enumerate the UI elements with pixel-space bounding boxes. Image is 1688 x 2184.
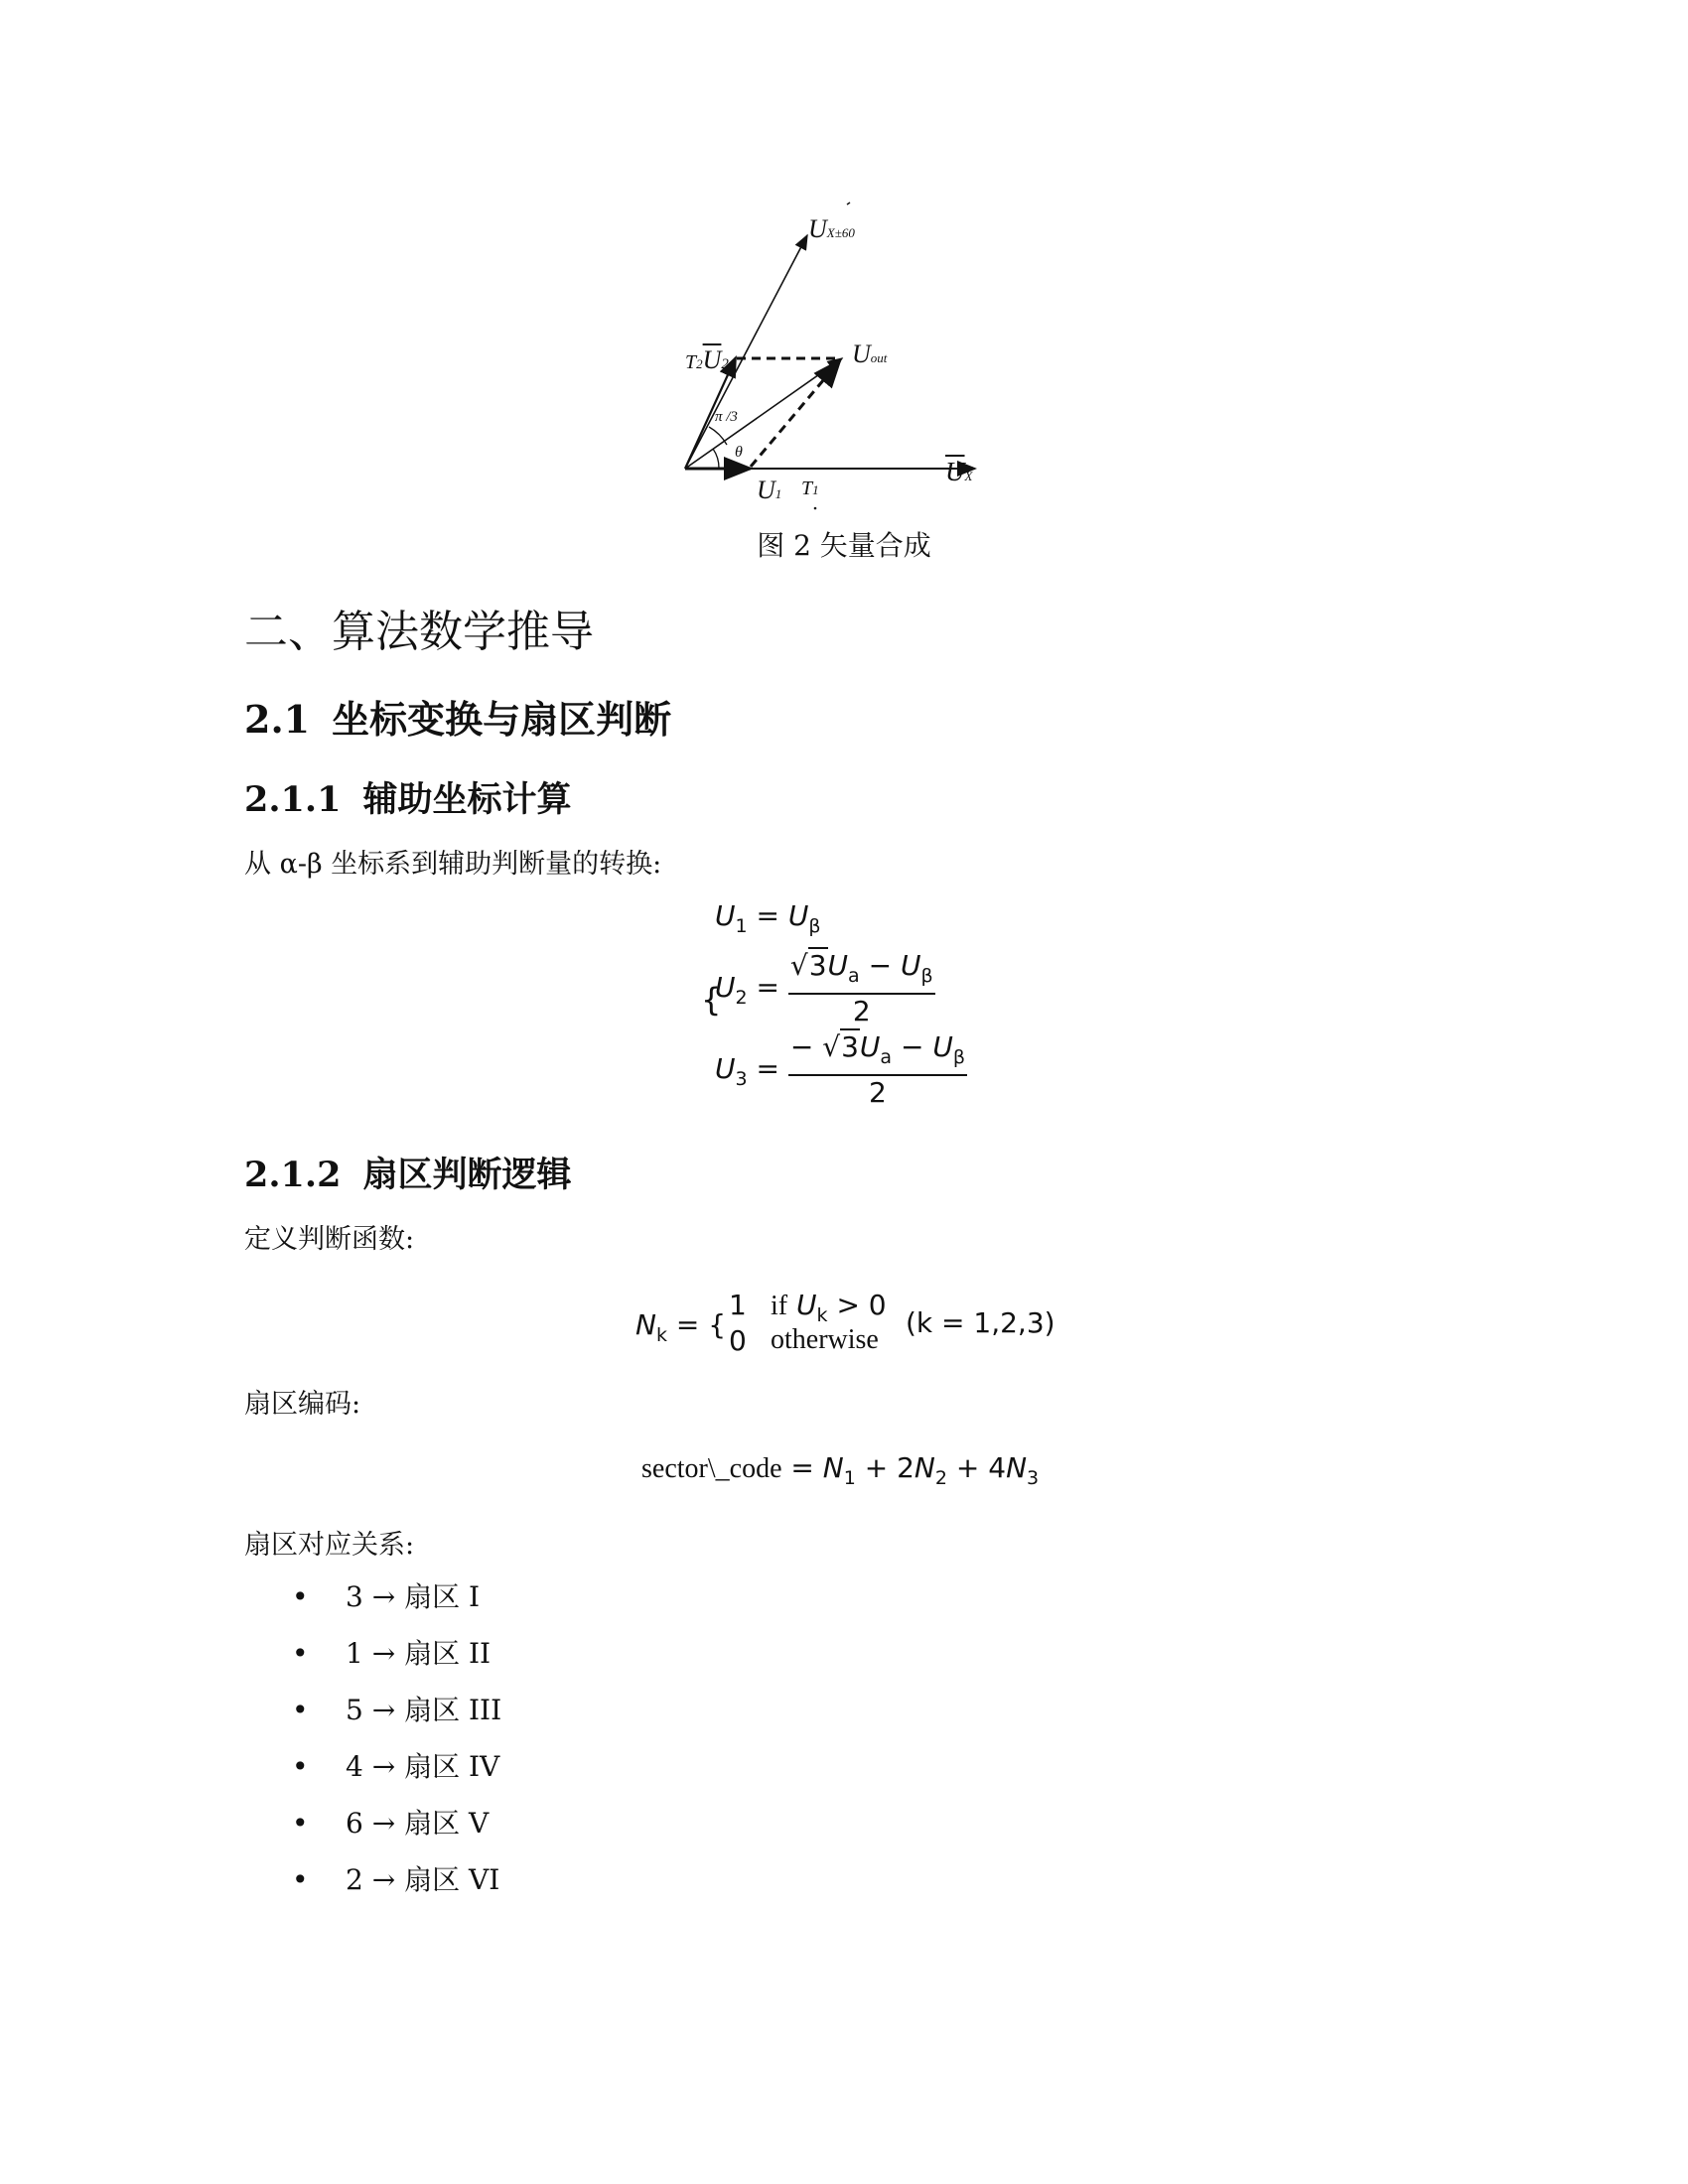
t2u2-label: $T2\overline{U}2$ xyxy=(685,345,729,374)
subsection-title: 坐标变换与扇区判断 xyxy=(332,697,672,742)
vector-synthesis-figure xyxy=(665,199,1003,514)
figure-caption: 图 2 矢量合成 xyxy=(757,529,931,562)
theta-label: θ xyxy=(735,444,743,461)
ux-label: UX xyxy=(945,457,973,486)
eq1-row1: $U_1 = U_\beta$ xyxy=(715,899,821,937)
ux60-label: UX±60 xyxy=(808,214,855,243)
equation-aux-coords xyxy=(701,897,1019,1109)
paragraph-define: 定义判断函数: xyxy=(244,1224,415,1255)
section-heading: 二、算法数学推导 xyxy=(244,607,594,657)
subsection-number: 2.1 xyxy=(244,697,311,742)
uout-label: Uout xyxy=(852,340,888,368)
paragraph-sector-mapping: 扇区对应关系: xyxy=(244,1530,415,1561)
equation-sector-code: sector\_code = $N_1 + 2N_2 + 4N_3$ xyxy=(641,1451,1040,1489)
pi3-label: π /3 xyxy=(715,409,738,425)
paragraph-sector-code: 扇区编码: xyxy=(244,1389,361,1420)
eq1-row2: $U_2$ = $\frac{√3U_a - U_\beta}{2}$ xyxy=(715,949,933,1027)
equation-indicator-function: $N_k$ = { 1 if $U_k > 0$ 0 otherwise (k = 1,2,3) xyxy=(635,1289,1055,1357)
subsection-heading xyxy=(244,689,671,744)
paragraph-transform: 从 α-β 坐标系到辅助判断量的转换: xyxy=(244,849,662,880)
u1-label: U1 xyxy=(757,476,782,504)
t1-label: T1 xyxy=(801,478,819,499)
eq1-row3: $U_3$ = $\frac{- √3U_a - U_\beta}{2}$ xyxy=(715,1030,965,1109)
equation-brace: { xyxy=(701,981,722,1019)
subsubsection-heading-2: 2.1.2 扇区判断逻辑 xyxy=(244,1155,572,1195)
theta-arc xyxy=(713,449,719,469)
subsubsection-heading-1: 2.1.1 辅助坐标计算 xyxy=(244,779,572,820)
